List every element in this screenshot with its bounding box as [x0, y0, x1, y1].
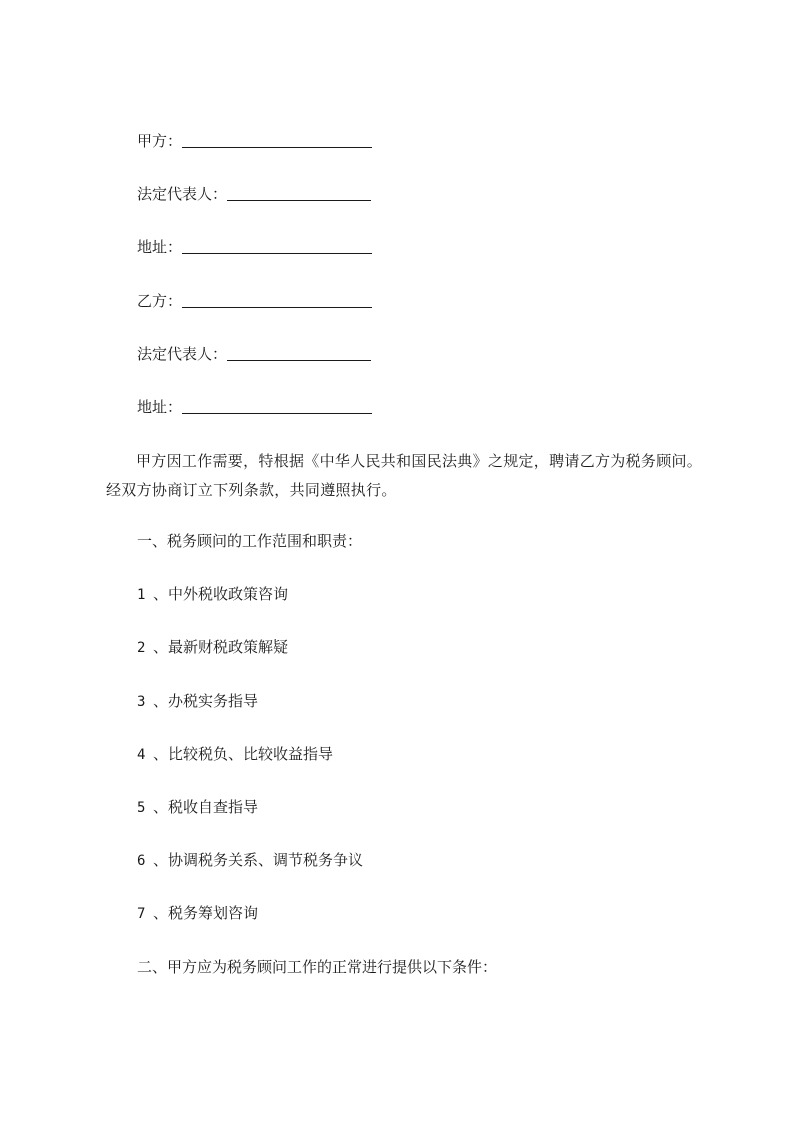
list-item — [137, 849, 363, 871]
list-item-text: 、税收自查指导 — [153, 798, 259, 816]
party-a-blank[interactable] — [182, 133, 372, 148]
list-item — [137, 636, 288, 658]
party-b-address-field — [137, 396, 372, 418]
party-b-label: 乙方： — [137, 292, 183, 310]
list-item — [137, 583, 288, 605]
list-item-number: 4 — [137, 747, 146, 763]
party-a-label: 甲方： — [137, 132, 183, 150]
party-a-field — [137, 130, 372, 152]
list-item-text: 、办税实务指导 — [153, 692, 259, 710]
list-item — [137, 796, 258, 818]
party-a-representative-label: 法定代表人： — [137, 185, 228, 203]
party-b-representative-field — [137, 343, 371, 365]
party-b-blank[interactable] — [182, 293, 372, 308]
party-a-address-blank[interactable] — [182, 239, 372, 254]
intro-paragraph: 甲方因工作需要，特根据《中华人民共和国民法典》之规定，聘请乙方为税务顾问。经双方协商订立下列条款，共同遵照执行。 — [106, 452, 703, 499]
section-1-heading: 一、税务顾问的工作范围和职责： — [137, 532, 363, 550]
list-item-number: 7 — [137, 906, 146, 922]
party-b-address-blank[interactable] — [182, 399, 372, 414]
party-b-representative-blank[interactable] — [227, 346, 371, 361]
list-item-text: 、最新财税政策解疑 — [153, 638, 289, 656]
party-a-representative-blank[interactable] — [227, 186, 371, 201]
party-a-address-field — [137, 236, 372, 258]
party-b-field — [137, 290, 372, 312]
party-a-address-label: 地址： — [137, 238, 183, 256]
list-item-text: 、协调税务关系、调节税务争议 — [153, 851, 364, 869]
party-a-representative-field — [137, 183, 371, 205]
list-item-number: 5 — [137, 800, 146, 816]
list-item-text: 、税务筹划咨询 — [153, 904, 259, 922]
list-item — [137, 902, 258, 924]
list-item — [137, 690, 258, 712]
list-item-number: 1 — [137, 587, 146, 603]
party-b-address-label: 地址： — [137, 398, 183, 416]
list-item-number: 2 — [137, 640, 146, 656]
list-item-text: 、比较税负、比较收益指导 — [153, 745, 334, 763]
list-item — [137, 743, 333, 765]
list-item-text: 、中外税收政策咨询 — [153, 585, 289, 603]
list-item-number: 6 — [137, 853, 146, 869]
list-item-number: 3 — [137, 694, 146, 710]
party-b-representative-label: 法定代表人： — [137, 345, 228, 363]
section-2-heading: 二、甲方应为税务顾问工作的正常进行提供以下条件： — [137, 958, 498, 976]
